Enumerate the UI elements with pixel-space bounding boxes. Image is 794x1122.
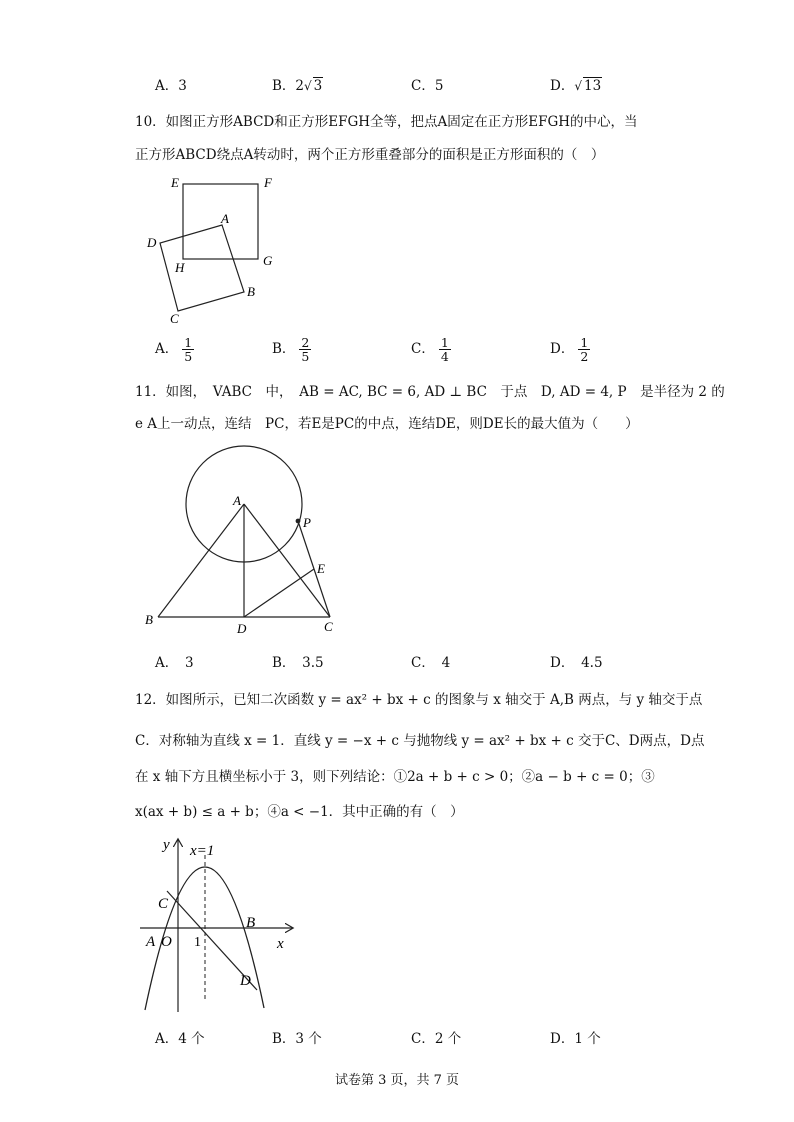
label-b: B bbox=[246, 915, 256, 931]
label-d: D bbox=[147, 235, 157, 250]
label-f: F bbox=[264, 175, 272, 190]
label-c: C bbox=[158, 896, 169, 912]
label-h: H bbox=[175, 260, 185, 275]
denominator: 2 bbox=[580, 349, 589, 365]
q12-text-line2: C．对称轴为直线 x = 1．直线 y = −x + c 与抛物线 y = ax² + bx + c 交于C、D两点，D点 bbox=[135, 733, 705, 749]
page-footer: 试卷第 3 页，共 7 页 bbox=[334, 1073, 460, 1088]
q9-option-a: A．3 bbox=[155, 78, 187, 94]
q12-option-a: A．4 个 bbox=[155, 1031, 205, 1047]
label-c: C bbox=[324, 619, 333, 634]
q12-text-line1: 12．如图所示，已知二次函数 y = ax² + bx + c 的图象与 x 轴交于 A,B 两点，与 y 轴交于点 bbox=[135, 692, 703, 708]
q10-option-b-letter: B． bbox=[272, 341, 296, 358]
label-e: E bbox=[171, 175, 179, 190]
q9-option-b: B．2√ 3 bbox=[272, 78, 323, 94]
q11-option-b: B． 3.5 bbox=[272, 655, 324, 671]
q9-option-c: C．5 bbox=[411, 78, 444, 94]
q11-text-line1: 11．如图， VABC 中， AB = AC, BC = 6, AD ⊥ BC 于点 D, AD = 4, P 是半径为 2 的 bbox=[135, 384, 725, 400]
q12-option-c: C．2 个 bbox=[411, 1031, 462, 1047]
q9-option-d-radicand: 13 bbox=[583, 78, 602, 94]
q9-option-d-text: D． bbox=[550, 78, 575, 94]
q9-option-b-text: B．2 bbox=[272, 78, 305, 94]
q12-option-b: B．3 个 bbox=[272, 1031, 322, 1047]
label-d: D bbox=[237, 621, 247, 636]
label-one: 1 bbox=[194, 935, 201, 950]
label-d: D bbox=[240, 973, 251, 989]
q11-text-line2: e A上一动点，连结 PC，若E是PC的中点，连结DE，则DE长的最大值为（ ） bbox=[135, 416, 639, 432]
q9-option-d: D．√ 13 bbox=[550, 78, 602, 94]
q11-option-a: A． 3 bbox=[155, 655, 194, 671]
label-c: C bbox=[170, 311, 179, 326]
q12-text-line3: 在 x 轴下方且横坐标小于 3，则下列结论：①2a + b + c > 0；②a − b + c = 0；③ bbox=[135, 769, 655, 785]
label-e: E bbox=[317, 561, 325, 576]
numerator: 1 bbox=[580, 335, 589, 350]
label-a: A bbox=[221, 211, 229, 226]
label-g: G bbox=[263, 253, 273, 268]
label-o: O bbox=[161, 934, 172, 950]
denominator: 5 bbox=[301, 349, 310, 365]
q9-option-b-radicand: 3 bbox=[313, 78, 323, 94]
q10-option-a-letter: A． bbox=[155, 341, 179, 358]
q10-text-line2: 正方形ABCD绕点A转动时，两个正方形重叠部分的面积是正方形面积的（ ） bbox=[135, 147, 605, 163]
label-a: A bbox=[233, 493, 241, 508]
label-p: P bbox=[303, 515, 311, 530]
label-symmetry-axis: x=1 bbox=[190, 843, 215, 859]
label-b: B bbox=[247, 284, 255, 299]
numerator: 1 bbox=[184, 335, 193, 350]
numerator: 1 bbox=[440, 335, 449, 350]
label-b: B bbox=[145, 612, 153, 627]
label-x: x bbox=[277, 936, 284, 952]
q10-text-line1: 10．如图正方形ABCD和正方形EFGH全等，把点A固定在正方形EFGH的中心，当 bbox=[135, 114, 638, 130]
denominator: 4 bbox=[440, 349, 449, 365]
q12-text-line4: x(ax + b) ≤ a + b；④a < −1．其中正确的有（ ） bbox=[135, 804, 464, 820]
q10-option-d-letter: D． bbox=[550, 341, 575, 358]
q11-option-c: C． 4 bbox=[411, 655, 451, 671]
q11-option-d: D． 4.5 bbox=[550, 655, 603, 671]
numerator: 2 bbox=[301, 335, 310, 350]
q12-option-d: D．1 个 bbox=[550, 1031, 601, 1047]
denominator: 5 bbox=[184, 349, 193, 365]
q10-option-c-letter: C． bbox=[411, 341, 435, 358]
label-y: y bbox=[163, 837, 170, 853]
label-a: A bbox=[146, 934, 156, 950]
